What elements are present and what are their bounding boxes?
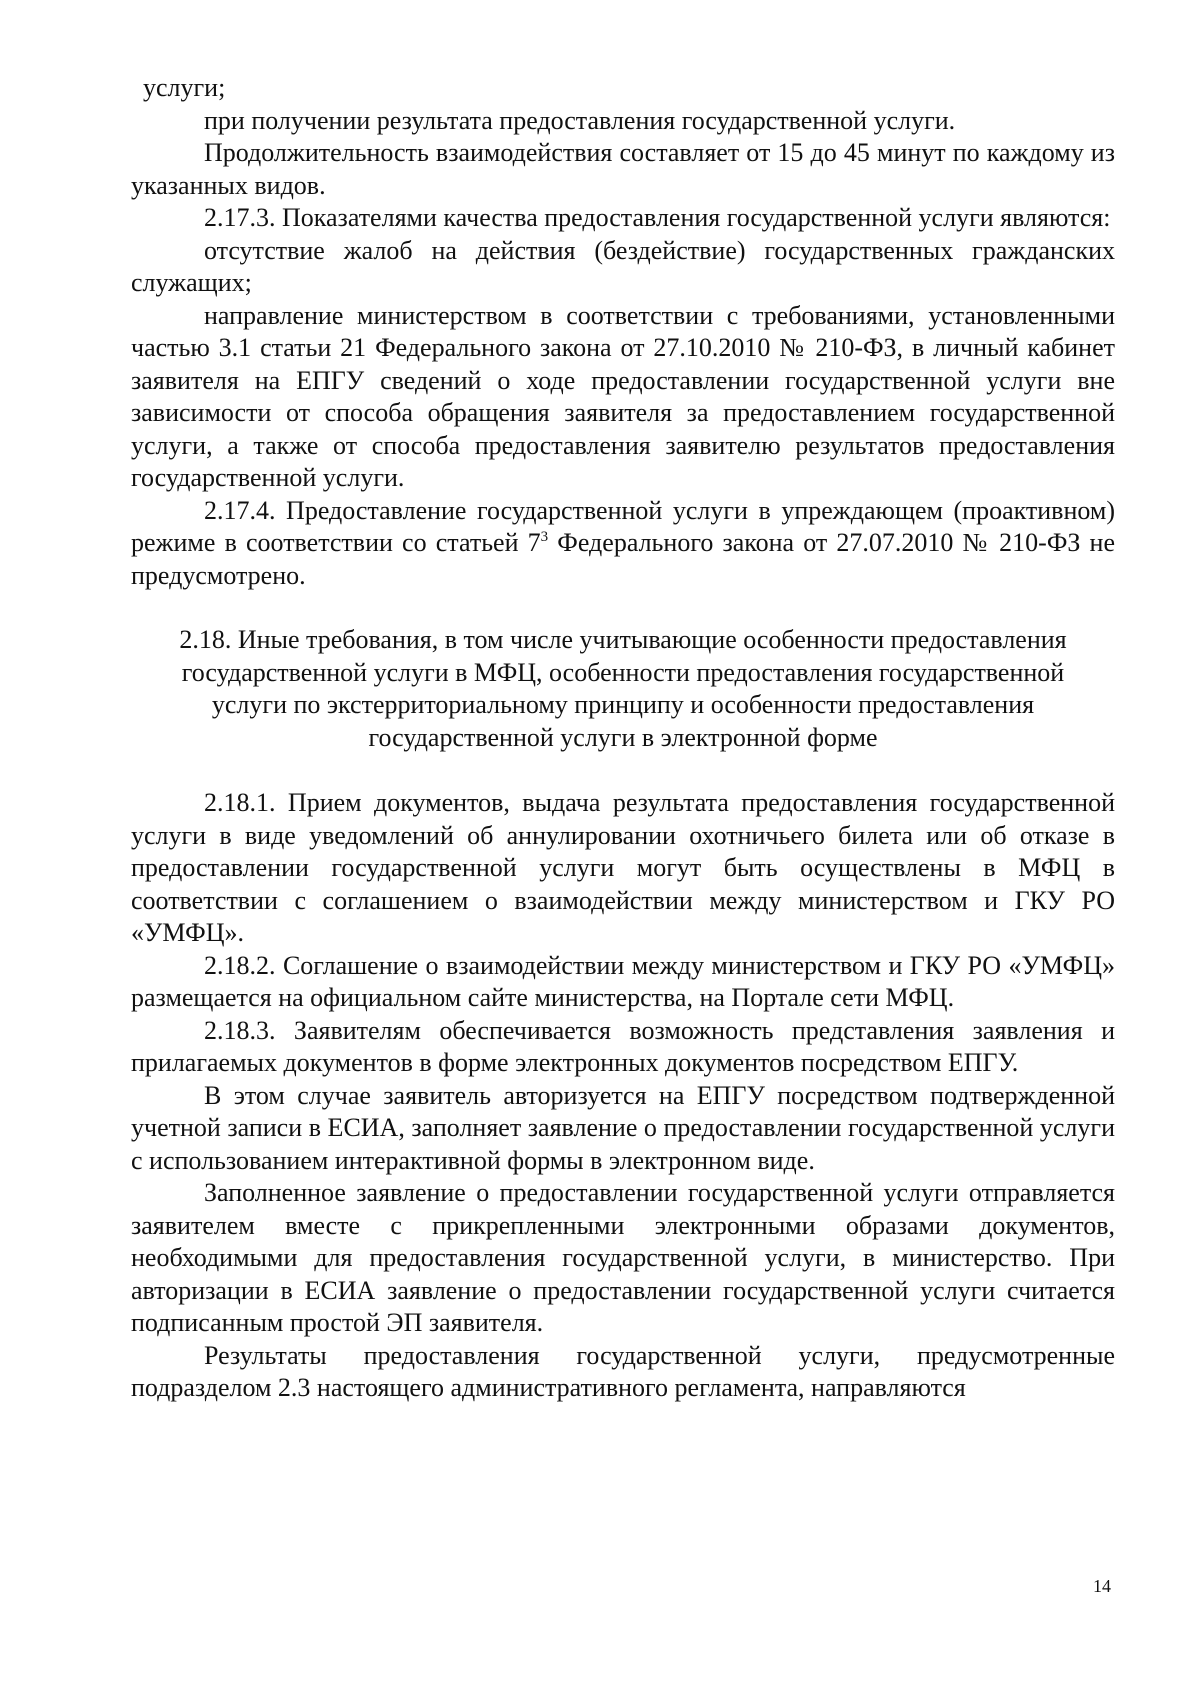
document-body	[131, 72, 1115, 1405]
paragraph: Заполненное заявление о предоставлении государственной услуги отправляется заявителем вместе с прикрепленными электронными образами документов, необходимыми для предоставления государственной услуги, в министерство. При авторизации в ЕСИА заявление о предоставлении государственной услуги считается подписанным простой ЭП заявителя.	[131, 1178, 1115, 1337]
superscript: 3	[540, 529, 549, 545]
paragraph: 2.17.3. Показателями качества предоставления государственной услуги являются:	[204, 203, 1111, 232]
paragraph: направление министерством в соответствии с требованиями, установленными частью 3.1 статьи 21 Федерального закона от 27.10.2010 № 210-ФЗ, в личный кабинет заявителя на ЕПГУ сведений о ходе предоставлении государственной услуги вне зависимости от способа обращения заявителя за предоставлением государственной услуги, а также от способа предоставления заявителю результатов предоставления государственной услуги.	[131, 300, 1115, 492]
paragraph-2-17-4	[131, 495, 1115, 593]
paragraph: В этом случае заявитель авторизуется на ЕПГУ посредством подтвержденной учетной записи в ЕСИА, заполняет заявление о предоставлении государственной услуги с использованием интерактивной формы в электронном виде.	[131, 1080, 1115, 1175]
paragraph: 2.18.3. Заявителям обеспечивается возможность представления заявления и прилагаемых документов в форме электронных документов посредством ЕПГУ.	[131, 1015, 1115, 1077]
paragraph-text: 2.17.4. Предоставление государственной услуги в упреждающем (проактивном) режиме в соответствии со статьей 7	[131, 495, 1115, 557]
paragraph-text: Федерального закона от 27.07.2010 № 210-ФЗ не предусмотрено.	[131, 528, 1115, 590]
paragraph: 2.18.2. Соглашение о взаимодействии между министерством и ГКУ РО «УМФЦ» размещается на официальном сайте министерства, на Портале сети МФЦ.	[131, 950, 1115, 1012]
paragraph: услуги;	[143, 73, 226, 102]
paragraph: при получении результата предоставления государственной услуги.	[204, 105, 956, 135]
paragraph: Продолжительность взаимодействия составляет от 15 до 45 минут по каждому из указанных видов.	[131, 138, 1115, 200]
section-heading: 2.18. Иные требования, в том числе учитывающие особенности предоставления государственной услуги в МФЦ, особенности предоставления государственной услуги по экстерриториальному принципу и особенности предоставления государственной услуги в электронной форме	[179, 625, 1067, 752]
paragraph: отсутствие жалоб на действия (бездействие) государственных гражданских служащих;	[131, 235, 1115, 297]
page-number: 14	[1093, 1576, 1111, 1596]
paragraph: Результаты предоставления государственной услуги, предусмотренные подразделом 2.3 настоящего административного регламента, направляются	[131, 1340, 1115, 1402]
paragraph: 2.18.1. Прием документов, выдача результата предоставления государственной услуги в виде уведомлений об аннулировании охотничьего билета или об отказе в предоставлении государственной услуги могут быть осуществлены в МФЦ в соответствии с соглашением о взаимодействии между министерством и ГКУ РО «УМФЦ».	[131, 788, 1115, 947]
